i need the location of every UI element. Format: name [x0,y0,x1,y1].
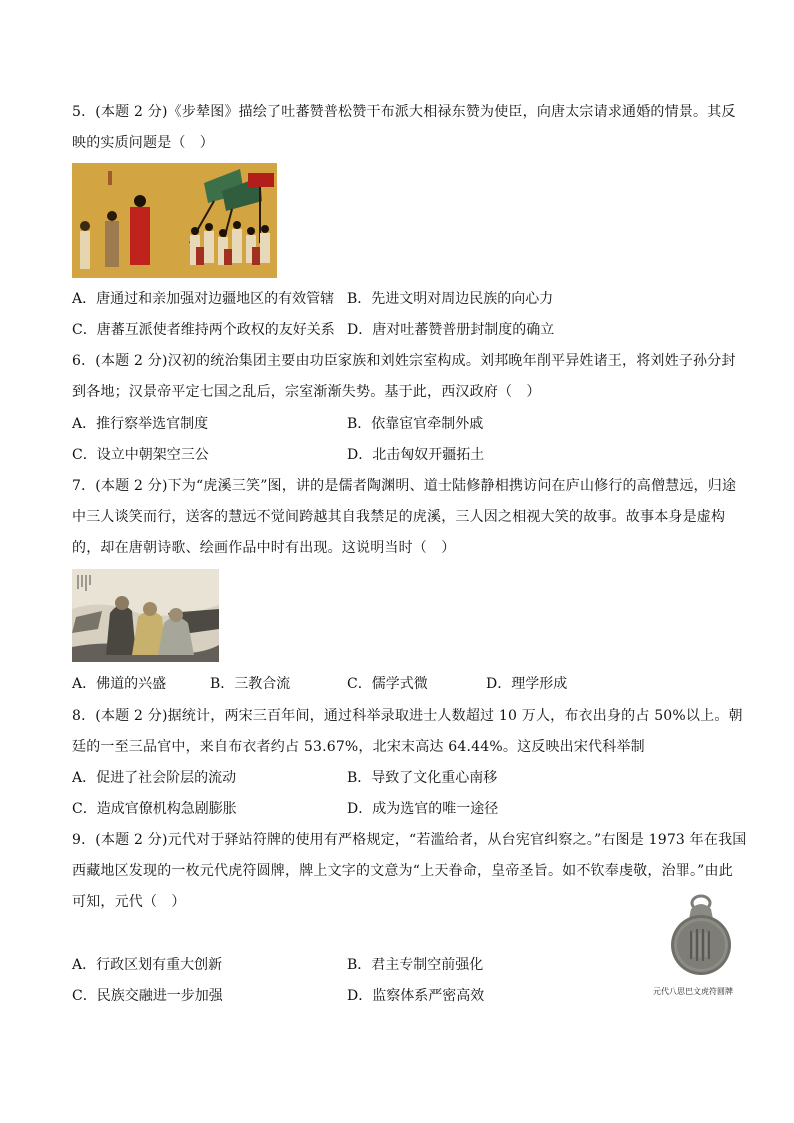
q5-option-b[interactable]: B．先进文明对周边民族的向心力 [347,291,554,307]
q5-stem-line2: 映的实质问题是（ ） [72,135,214,151]
q9-option-c[interactable]: C．民族交融进一步加强 [72,988,223,1004]
q9-image-caption: 元代八思巴文虎符圆牌 [653,987,733,996]
q9-option-a[interactable]: A．行政区划有重大创新 [72,957,223,973]
q8-option-d[interactable]: D．成为选官的唯一途径 [347,801,499,817]
q8-option-a[interactable]: A．促进了社会阶层的流动 [72,770,237,786]
q5-option-c[interactable]: C．唐蕃互派使者维持两个政权的友好关系 [72,322,335,338]
q7-painting-image [72,569,219,662]
q8-stem-line2: 廷的一至三品官中，来自布衣者约占 53.67%，北宋末高达 64.44%。这反映出宋代科举制 [72,739,645,755]
q6-option-c[interactable]: C．设立中朝架空三公 [72,447,209,463]
q9-stem-line1: 9．(本题 2 分)元代对于驿站符牌的使用有严格规定，“若滥给者，从台宪官纠察之。”右图是 1973 年在我国 [72,832,747,848]
q5-stem-line1: 5．(本题 2 分)《步辇图》描绘了吐蕃赞普松赞干布派大相禄东赞为使臣，向唐太宗请求通婚的情景。其反 [72,104,736,120]
q6-option-a[interactable]: A．推行察举选官制度 [72,416,209,432]
q7-option-b[interactable]: B．三教合流 [210,676,291,692]
q7-stem-line2: 中三人谈笑而行，送客的慧远不觉间跨越其自我禁足的虎溪，三人因之相视大笑的故事。故事本身是虚构 [72,509,726,525]
q7-option-a[interactable]: A．佛道的兴盛 [72,676,167,692]
q9-stem-line2: 西藏地区发现的一枚元代虎符圆牌，牌上文字的文意为“上天眷命，皇帝圣旨。如不钦奉虔敬，治罪。”由此 [72,863,733,879]
q8-option-c[interactable]: C．造成官僚机构急剧膨胀 [72,801,237,817]
q6-option-b[interactable]: B．依靠宦官牵制外戚 [347,416,484,432]
q6-stem-line2: 到各地；汉景帝平定七国之乱后，宗室渐渐失势。基于此，西汉政府（ ） [72,384,541,400]
q7-stem-line3: 的，却在唐朝诗歌、绘画作品中时有出现。这说明当时（ ） [72,540,456,556]
q9-option-b[interactable]: B．君主专制空前强化 [347,957,484,973]
q6-option-d[interactable]: D．北击匈奴开疆拓土 [347,447,485,463]
q7-option-c[interactable]: C．儒学式微 [347,676,428,692]
q8-option-b[interactable]: B．导致了文化重心南移 [347,770,498,786]
q6-stem-line1: 6．(本题 2 分)汉初的统治集团主要由功臣家族和刘姓宗室构成。刘邦晚年削平异姓诸王，将刘姓子孙分封 [72,353,736,369]
q7-stem-line1: 7．(本题 2 分)下为“虎溪三笑”图，讲的是儒者陶渊明、道士陆修静相携访问在庐山修行的高僧慧远，归途 [72,478,737,494]
q5-painting-image [72,163,277,278]
q5-option-a[interactable]: A．唐通过和亲加强对边疆地区的有效管辖 [72,291,335,307]
q7-option-d[interactable]: D．理学形成 [486,676,568,692]
q9-stem-line3: 可知，元代（ ） [72,894,186,910]
q5-option-d[interactable]: D．唐对吐蕃赞普册封制度的确立 [347,322,555,338]
q9-plaque-image [667,893,735,979]
q8-stem-line1: 8．(本题 2 分)据统计，两宋三百年间，通过科举录取进士人数超过 10 万人，布衣出身的占 50%以上。朝 [72,708,743,724]
q9-option-d[interactable]: D．监察体系严密高效 [347,988,485,1004]
